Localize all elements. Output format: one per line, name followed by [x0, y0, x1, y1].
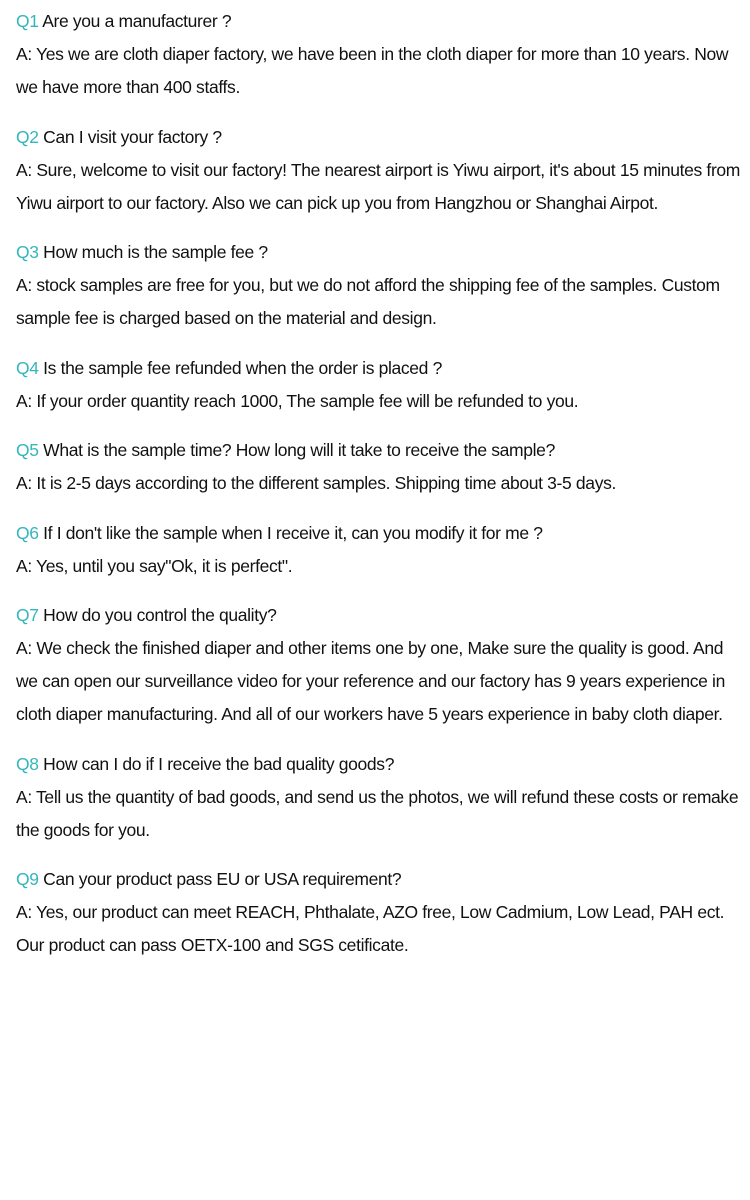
question-number: Q3 — [16, 242, 39, 262]
question-number: Q2 — [16, 126, 39, 147]
question-text: What is the sample time? How long will it take to receive the sample? — [43, 440, 555, 460]
question-text: Is the sample fee refunded when the order is placed ? — [43, 357, 442, 378]
question-line — [16, 5, 748, 38]
answer-text: A: If your order quantity reach 1000, The sample fee will be refunded to you. — [16, 390, 579, 411]
question-text: How do you control the quality? — [43, 605, 277, 625]
question-text: How can I do if I receive the bad quality goods? — [43, 753, 395, 774]
question-line — [16, 517, 748, 550]
faq-item-7 — [16, 599, 748, 731]
faq-item-4 — [16, 352, 748, 418]
question-text: Are you a manufacturer ? — [42, 11, 232, 31]
answer-text: A: We check the finished diaper and other items one by one, Make sure the quality is good. And we can open our surveillance video for your reference and our factory has 9 years experience in cloth diaper manufacturing. And all of our workers have 5 years experience in baby cloth diaper. — [16, 638, 725, 724]
question-line — [16, 599, 748, 632]
answer-text: A: Yes, our product can meet REACH, Phthalate, AZO free, Low Cadmium, Low Lead, PAH ect. Our product can pass OETX-100 and SGS cetificate. — [16, 902, 725, 955]
faq-item-8 — [16, 748, 748, 847]
question-text: Can your product pass EU or USA requirement? — [43, 869, 402, 889]
question-line — [16, 434, 748, 467]
answer-text: A: It is 2-5 days according to the different samples. Shipping time about 3-5 days. — [16, 473, 617, 493]
faq-item-1 — [16, 5, 748, 104]
question-number: Q4 — [16, 357, 39, 378]
question-text: Can I visit your factory ? — [43, 126, 222, 147]
question-number: Q6 — [16, 522, 39, 543]
question-number: Q1 — [16, 11, 39, 31]
question-line — [16, 236, 748, 269]
answer-text: A: Yes we are cloth diaper factory, we have been in the cloth diaper for more than 10 years. Now we have more than 400 staffs. — [16, 44, 729, 97]
answer-text: A: Tell us the quantity of bad goods, and send us the photos, we will refund these costs or remake the goods for you. — [16, 786, 739, 840]
faq-item-5 — [16, 434, 748, 500]
question-line — [16, 863, 748, 896]
answer-text: A: Sure, welcome to visit our factory! The nearest airport is Yiwu airport, it's about 15 minutes from Yiwu airport to our factory. Also we can pick up you from Hangzhou or Shanghai Airpot. — [16, 159, 741, 213]
question-text: If I don't like the sample when I receive it, can you modify it for me ? — [43, 522, 543, 543]
answer-text: A: Yes, until you say"Ok, it is perfect". — [16, 555, 293, 576]
question-number: Q9 — [16, 869, 39, 889]
question-number: Q5 — [16, 440, 39, 460]
question-line — [16, 748, 748, 781]
faq-item-6 — [16, 517, 748, 583]
question-line — [16, 352, 748, 385]
question-line — [16, 121, 748, 154]
faq-item-9 — [16, 863, 748, 962]
faq-item-2 — [16, 121, 748, 220]
faq-list — [16, 5, 748, 979]
faq-item-3 — [16, 236, 748, 335]
question-number: Q8 — [16, 753, 39, 774]
question-text: How much is the sample fee ? — [43, 242, 268, 262]
question-number: Q7 — [16, 605, 39, 625]
answer-text: A: stock samples are free for you, but we do not afford the shipping fee of the samples. Custom sample fee is charged based on the material and design. — [16, 275, 720, 328]
